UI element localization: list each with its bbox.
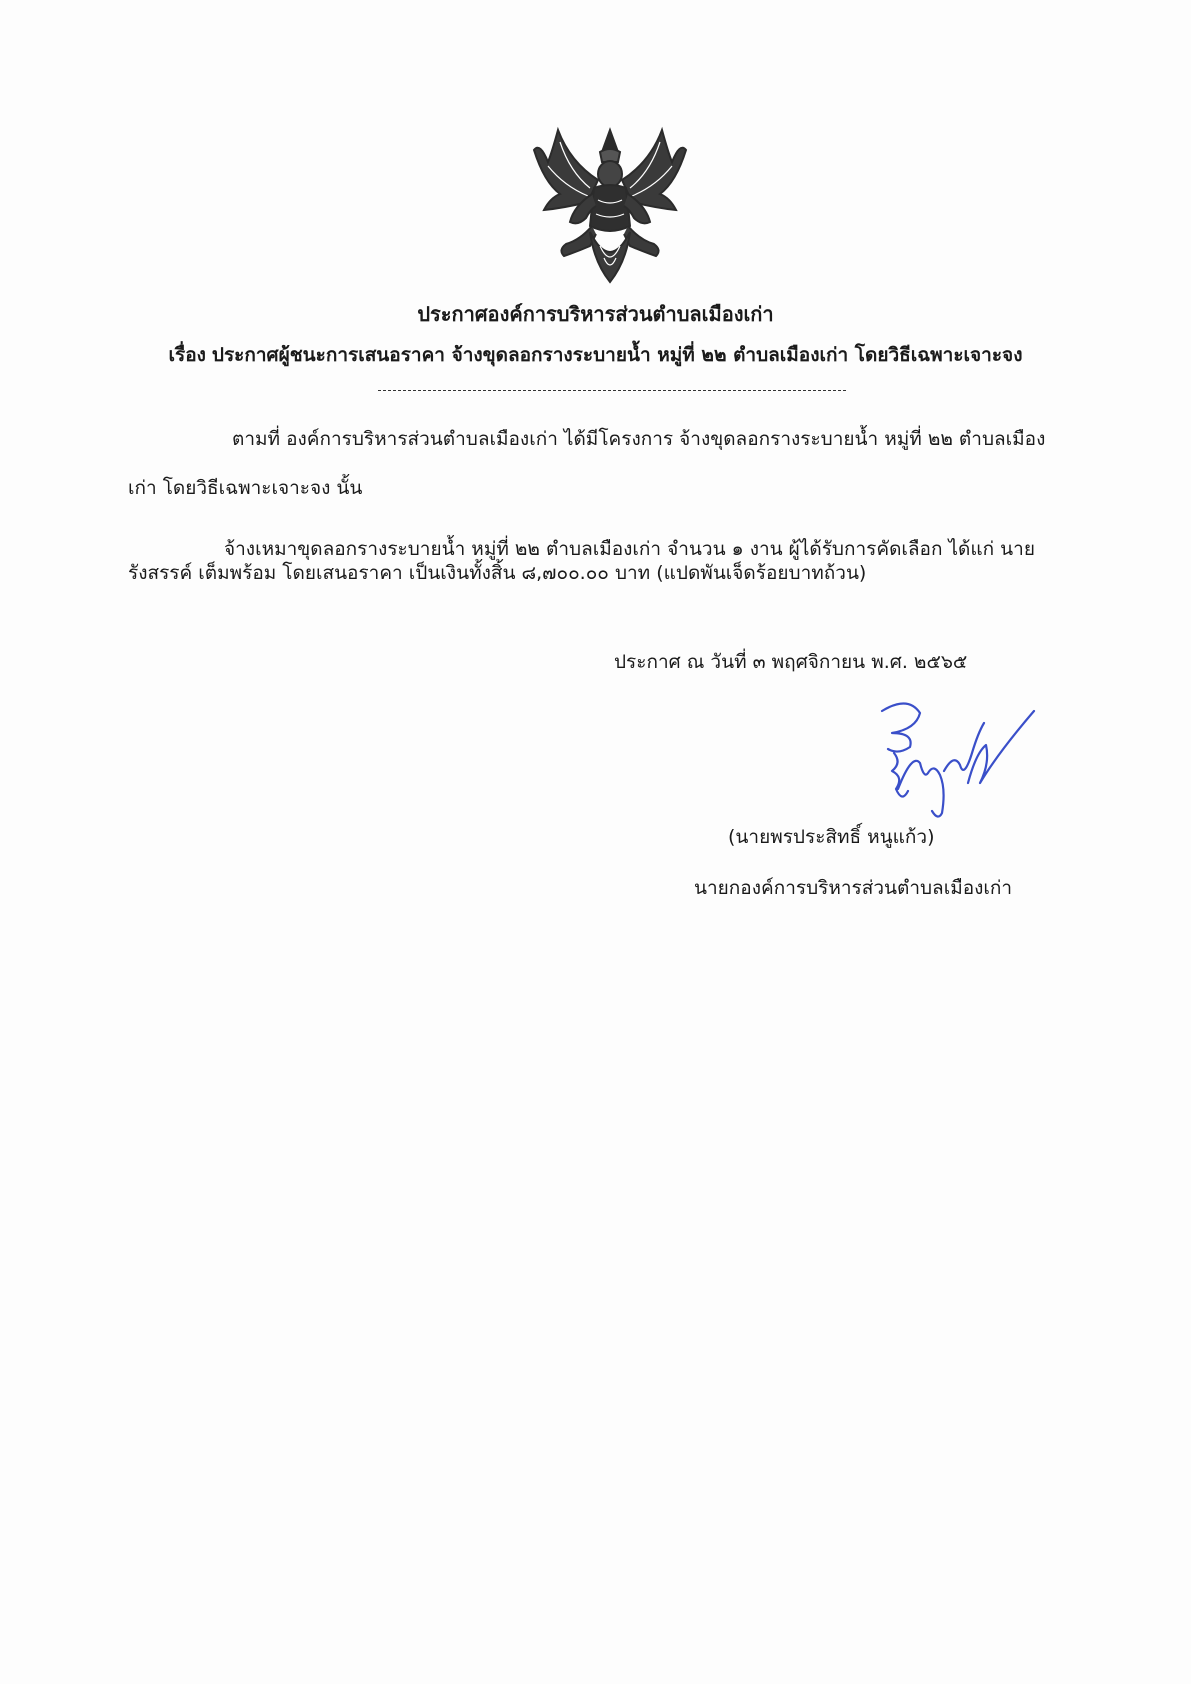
paragraph-1-line-1: ตามที่ องค์การบริหารส่วนตำบลเมืองเก่า ได้มีโครงการ จ้างขุดลอกรางระบายน้ำ หมู่ที่ ๒๒ ตำบลเมือง [232,428,1046,450]
announcement-date: ประกาศ ณ วันที่ ๓ พฤศจิกายน พ.ศ. ๒๕๖๕ [614,651,968,673]
signer-name: (นายพรประสิทธิ์ หนูแก้ว) [728,826,935,848]
announcement-subject [0,340,1191,370]
announcement-title: ประกาศองค์การบริหารส่วนตำบลเมืองเก่า [417,302,774,326]
dashed-divider [378,390,846,391]
paragraph-2-line-1: จ้างเหมาขุดลอกรางระบายน้ำ หมู่ที่ ๒๒ ตำบลเมืองเก่า จำนวน ๑ งาน ผู้ได้รับการคัดเลือก ได้แก่ นาย [224,538,1035,560]
subject-label: เรื่อง [168,344,206,366]
garuda-emblem-icon [530,122,690,292]
paragraph-2-line-2: รังสรรค์ เต็มพร้อม โดยเสนอราคา เป็นเงินทั้งสิ้น ๘,๗๐๐.๐๐ บาท (แปดพันเจ็ดร้อยบาทถ้วน) [128,562,867,584]
signature-image [868,693,1038,823]
subject-text: ประกาศผู้ชนะการเสนอราคา จ้างขุดลอกรางระบายน้ำ หมู่ที่ ๒๒ ตำบลเมืองเก่า โดยวิธีเฉพาะเจาะจง [211,344,1023,366]
signer-title: นายกองค์การบริหารส่วนตำบลเมืองเก่า [694,877,1013,899]
paragraph-1-line-2: เก่า โดยวิธีเฉพาะเจาะจง นั้น [128,477,363,499]
